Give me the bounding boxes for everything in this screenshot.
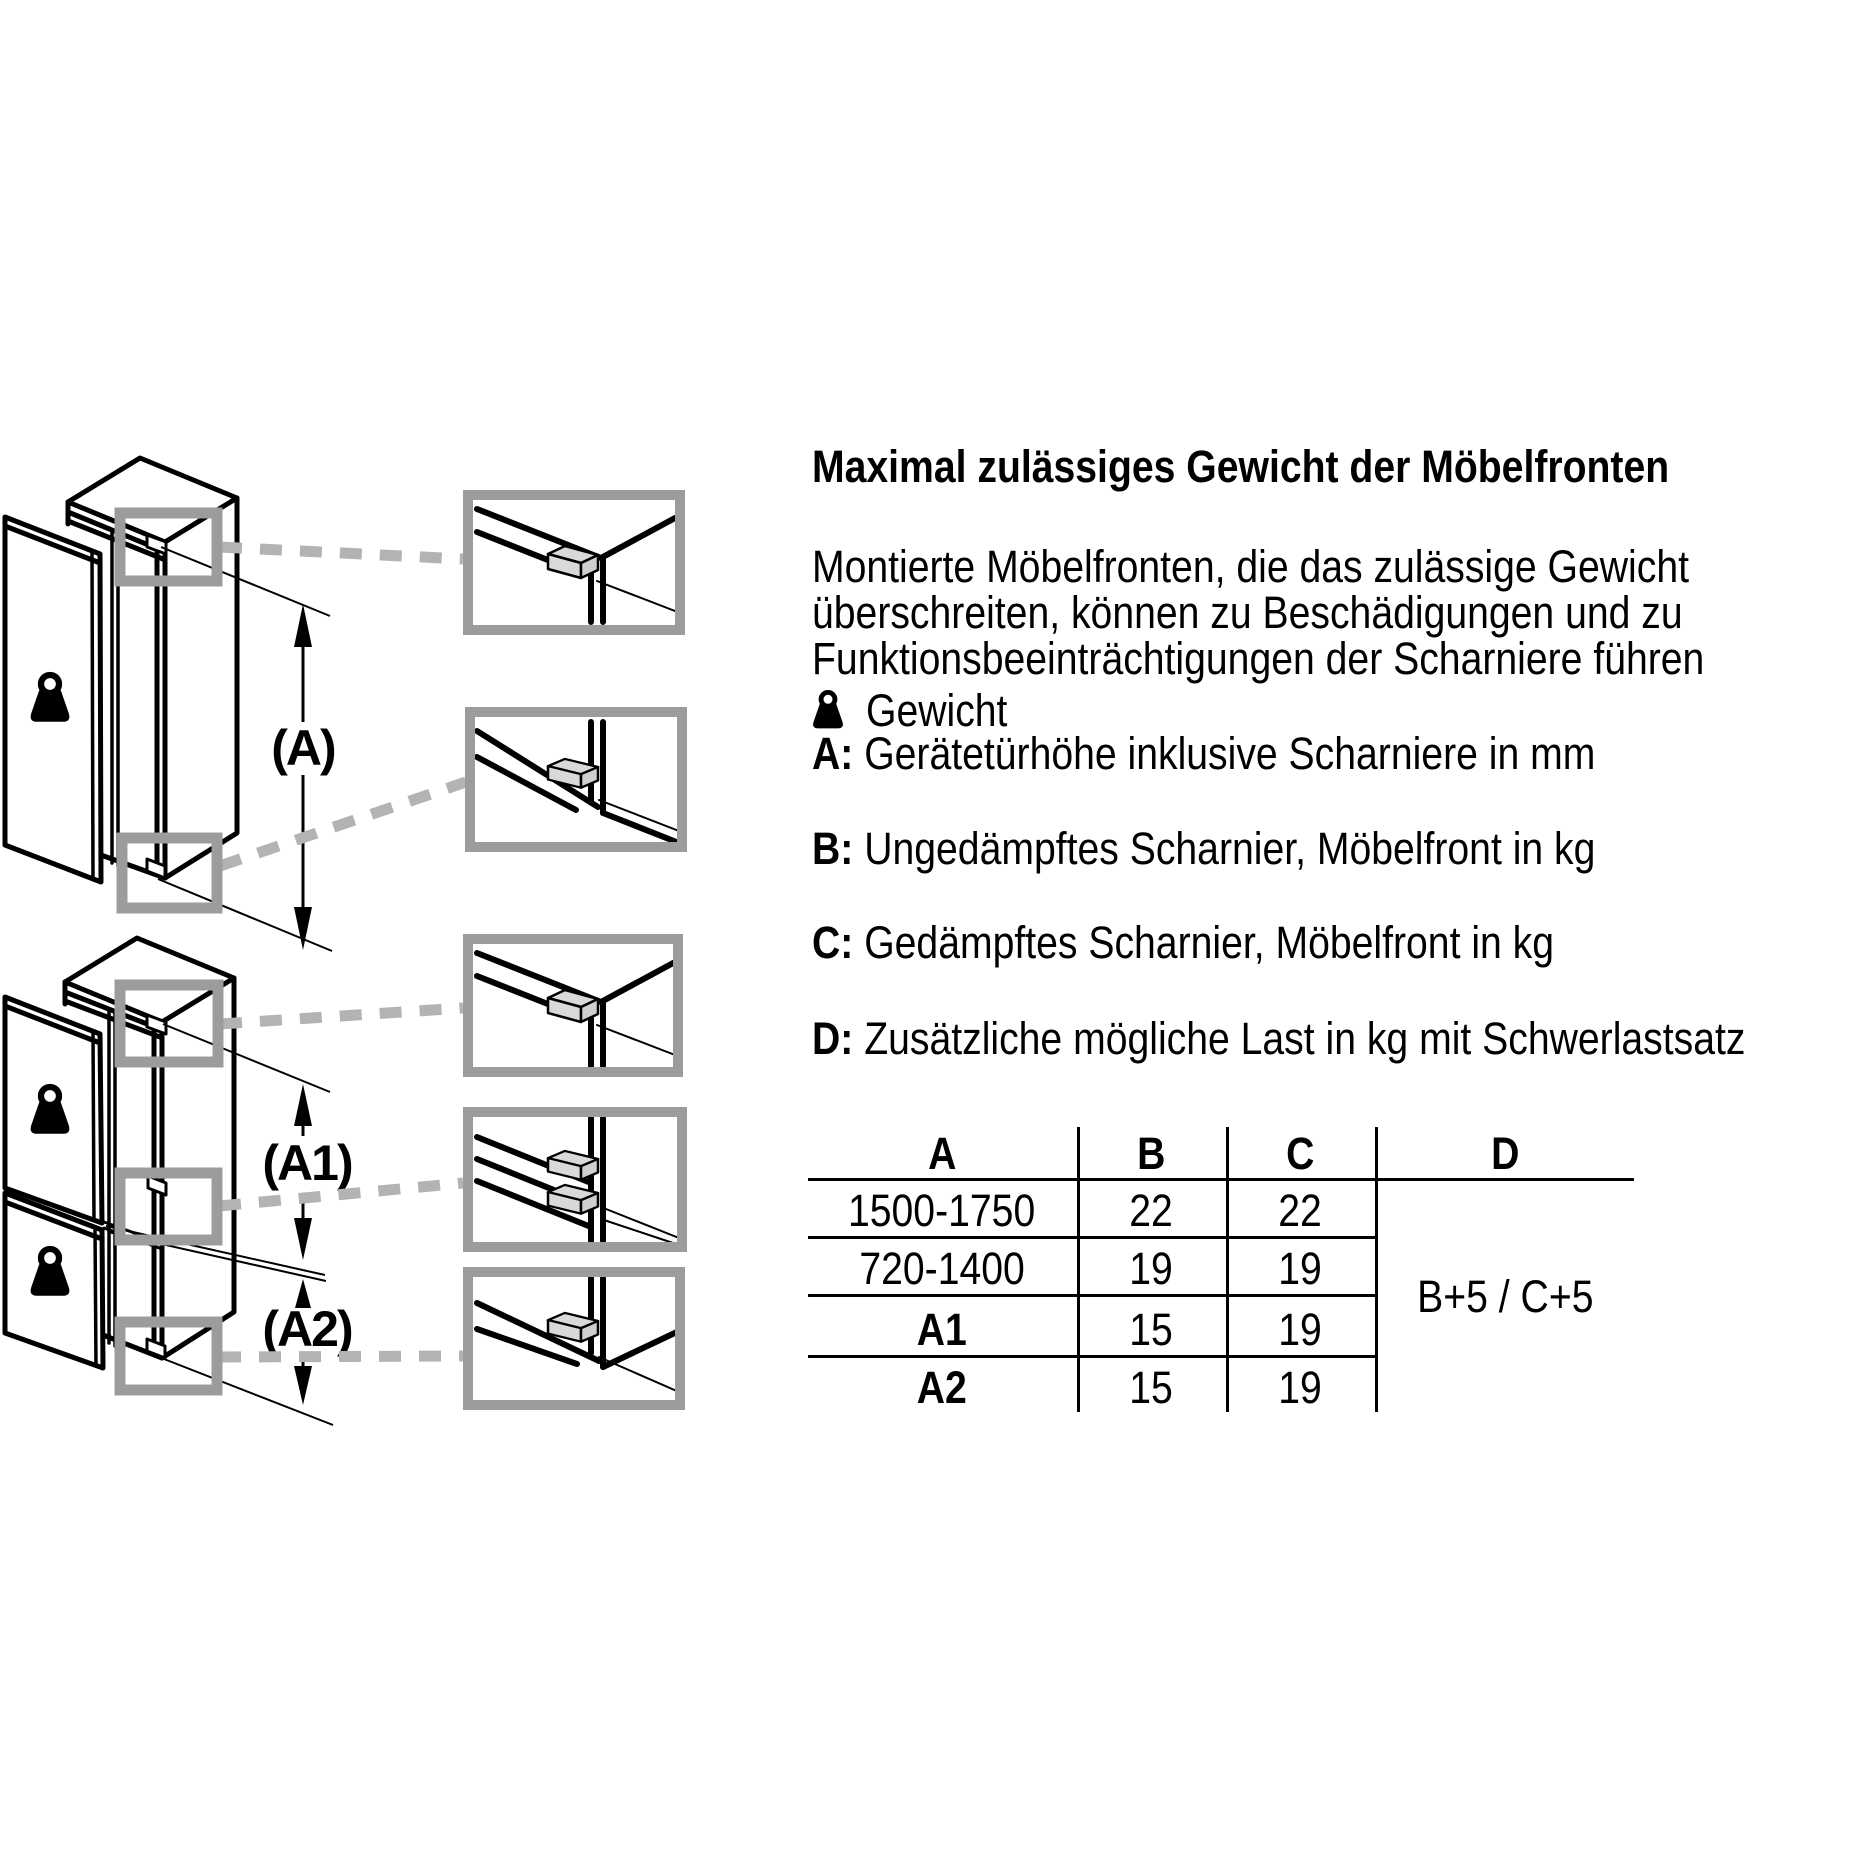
table-cell: 19 [1129,1243,1173,1294]
dimension-label-a: (A) [271,720,335,776]
dashed-connectors [219,547,466,1357]
table-cell: A2 [916,1362,968,1413]
table-cell: A1 [916,1304,968,1355]
paragraph-line: Funktionsbeeinträchtigungen der Scharniere führen [812,633,1705,684]
table-cell: 19 [1278,1243,1322,1294]
callout-box [120,1173,217,1240]
table-cell: 15 [1129,1362,1173,1413]
intro-paragraph [812,541,1872,684]
table-line [1077,1127,1080,1412]
table-cell-d-span: B+5 / C+5 [1416,1271,1594,1322]
dashed-connector [220,547,463,559]
detail-middle-hinges [477,1118,679,1245]
legend-item-d [812,1013,1872,1064]
legend-key: A: [812,728,854,779]
detail-box-borders [468,495,682,1405]
legend-text: Gedämpftes Scharnier, Möbelfront in kg [864,917,1555,968]
dimension-label-a2: (A2) [262,1301,352,1357]
legend-weight: Gewicht [866,685,1008,736]
col-header-d: D [1490,1128,1520,1179]
legend-item-c [812,917,1665,968]
legend-key: C: [812,917,854,968]
table-line [1226,1127,1229,1412]
paragraph-line: Montierte Möbelfronten, die das zulässige Gewicht [812,541,1689,592]
dashed-connector [220,782,466,866]
dashed-connector [219,1356,463,1357]
installation-diagram [0,380,760,1470]
dashed-connector [220,1008,463,1024]
legend-text: Gerätetürhöhe inklusive Scharniere in mm [864,728,1596,779]
table-cell: 1500-1750 [848,1185,1036,1236]
legend-key: B: [812,823,854,874]
table-cell: 19 [1278,1304,1322,1355]
weight-icon [810,686,846,732]
legend-item-b [812,823,1712,874]
col-header-a: A [927,1128,957,1179]
page-title: Maximal zulässiges Gewicht der Möbelfronten [812,441,1670,492]
legend-text: Zusätzliche mögliche Last in kg mit Schwerlastsatz [864,1013,1746,1064]
dimension-a [294,604,312,950]
table-cell: 720-1400 [859,1243,1025,1294]
table-line [1375,1127,1378,1412]
legend-item-a [812,728,1712,779]
legend-text: Ungedämpftes Scharnier, Möbelfront in kg [864,823,1596,874]
col-header-c: C [1285,1128,1315,1179]
table-cell: 22 [1129,1185,1173,1236]
paragraph-line: überschreiten, können zu Beschädigungen und zu [812,587,1683,638]
dimension-label-a1: (A1) [262,1135,352,1191]
table-cell: 19 [1278,1362,1322,1413]
col-header-b: B [1136,1128,1166,1179]
table-cell: 22 [1278,1185,1322,1236]
table-cell: 15 [1129,1304,1173,1355]
legend-key: D: [812,1013,854,1064]
